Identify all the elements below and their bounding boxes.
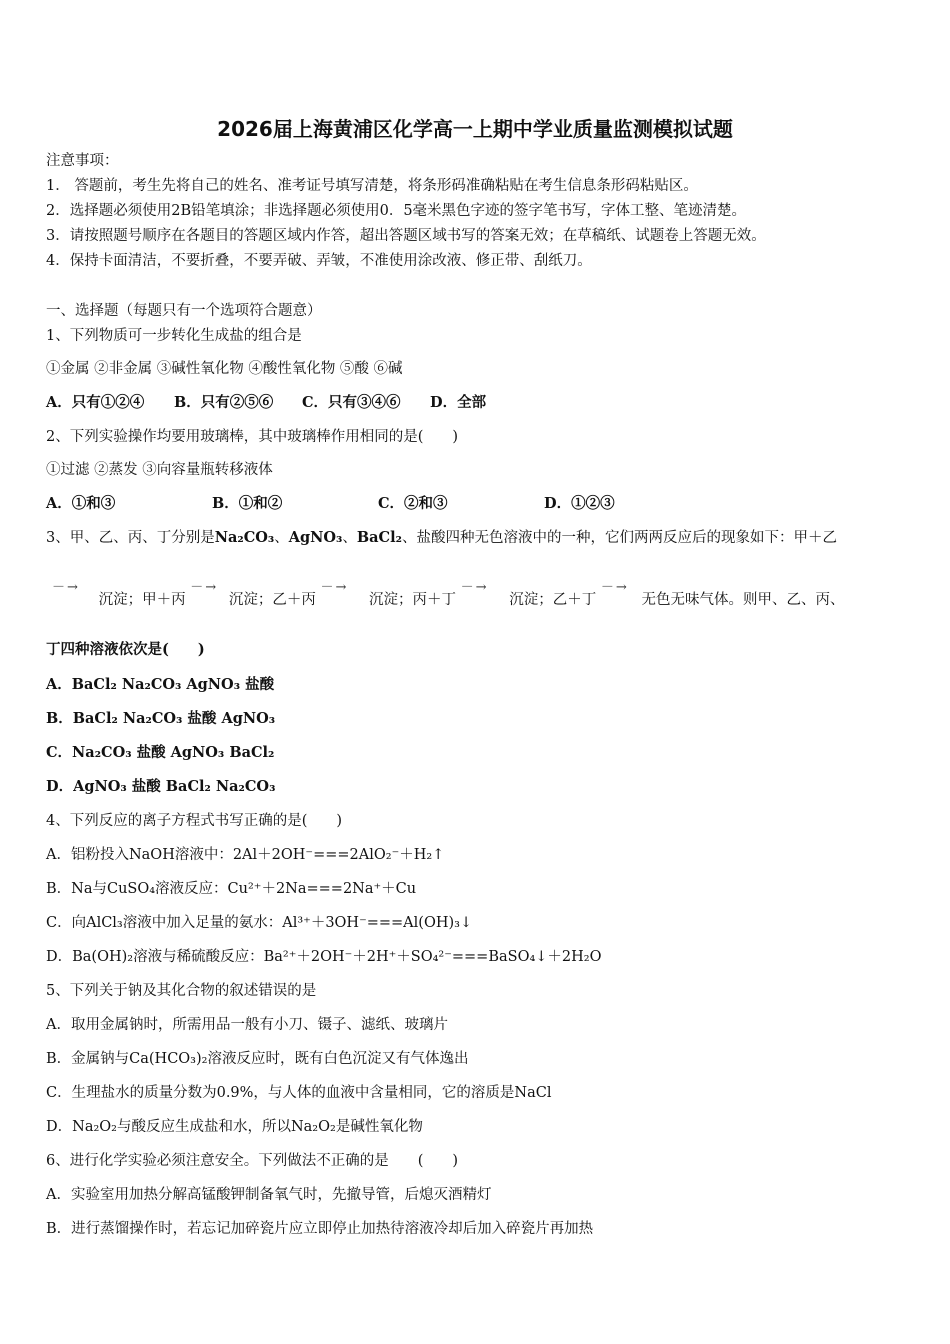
reaction-arrow-icon: －→	[52, 580, 80, 595]
notice-item-1: 1． 答题前，考生先将自己的姓名、准考证号填写清楚，将条形码准确粘贴在考生信息条形码粘贴区。	[46, 178, 698, 194]
q3-option-a[interactable]: A．BaCl₂ Na₂CO₃ AgNO₃ 盐酸	[46, 676, 275, 693]
q2-option-c[interactable]: C．②和③	[378, 495, 448, 512]
q3-formula-na2co3: Na₂CO₃	[214, 529, 275, 546]
q5-option-a[interactable]: A．取用金属钠时，所需用品一般有小刀、镊子、滤纸、玻璃片	[46, 1017, 448, 1033]
notice-heading: 注意事项：	[46, 153, 119, 169]
q1-option-c[interactable]: C．只有③④⑥	[302, 394, 401, 411]
q3-option-b[interactable]: B．BaCl₂ Na₂CO₃ 盐酸 AgNO₃	[46, 710, 276, 727]
q3-seg-3: 沉淀；丙＋丁	[369, 592, 457, 608]
reaction-arrow-icon: －→	[190, 580, 219, 595]
section-heading: 一、选择题（每题只有一个选项符合题意）	[46, 303, 322, 319]
q5-option-b[interactable]: B．金属钠与Ca(HCO₃)₂溶液反应时，既有白色沉淀又有气体逸出	[46, 1051, 469, 1067]
q3-seg-5: 无色无味气体。则甲、乙、丙、	[641, 592, 845, 608]
q1-option-b[interactable]: B．只有②⑤⑥	[174, 394, 274, 411]
q3-reactions	[52, 580, 845, 610]
notice-item-4: 4．保持卡面清洁，不要折叠，不要弄破、弄皱，不准使用涂改液、修正带、刮纸刀。	[46, 253, 592, 269]
q3-seg-1: 沉淀；甲＋丙	[98, 592, 186, 608]
q3-formula-agno3: AgNO₃	[288, 529, 343, 546]
q3-stem-b: 、盐酸四种无色溶液中的一种，它们两两反应后的现象如下：甲＋乙	[401, 530, 837, 546]
reaction-arrow-icon: －→	[320, 580, 349, 595]
q2-option-a[interactable]: A．①和③	[46, 495, 116, 512]
page-title: 2026届上海黄浦区化学高一上期中学业质量监测模拟试题	[217, 117, 733, 141]
q2-options	[46, 494, 615, 514]
notice-item-3: 3．请按照题号顺序在各题目的答题区域内作答，超出答题区域书写的答案无效；在草稿纸、试题卷上答题无效。	[46, 228, 766, 244]
q5-option-c[interactable]: C．生理盐水的质量分数为0.9%，与人体的血液中含量相同，它的溶质是NaCl	[46, 1085, 552, 1101]
q1-options	[46, 393, 486, 413]
q3-stem: 3、甲、乙、丙、丁分别是Na₂CO₃、AgNO₃、BaCl₂、盐酸四种无色溶液中的一种，它们两两反应后的现象如下：甲＋乙	[46, 529, 837, 546]
q1-items: ①金属 ②非金属 ③碱性氧化物 ④酸性氧化物 ⑤酸 ⑥碱	[46, 361, 403, 377]
q3-seg-2: 沉淀；乙＋丙	[228, 592, 316, 608]
q4-option-d[interactable]: D．Ba(OH)₂溶液与稀硫酸反应：Ba²⁺＋2OH⁻＋2H⁺＋SO₄²⁻===BaSO₄↓＋2H₂O	[46, 949, 602, 965]
q6-option-a[interactable]: A．实验室用加热分解高锰酸钾制备氧气时，先撤导管，后熄灭酒精灯	[46, 1187, 492, 1203]
q3-stem-end: 丁四种溶液依次是( )	[46, 641, 205, 658]
q6-option-b[interactable]: B．进行蒸馏操作时，若忘记加碎瓷片应立即停止加热待溶液冷却后加入碎瓷片再加热	[46, 1221, 594, 1237]
q5-option-d[interactable]: D．Na₂O₂与酸反应生成盐和水，所以Na₂O₂是碱性氧化物	[46, 1119, 423, 1135]
q3-seg-4: 沉淀；乙＋丁	[509, 592, 597, 608]
notice-item-2: 2．选择题必须使用2B铅笔填涂；非选择题必须使用0．5毫米黑色字迹的签字笔书写，字体工整、笔迹清楚。	[46, 203, 747, 219]
q2-stem: 2、下列实验操作均要用玻璃棒，其中玻璃棒作用相同的是( )	[46, 429, 459, 445]
q3-option-c[interactable]: C．Na₂CO₃ 盐酸 AgNO₃ BaCl₂	[46, 744, 275, 761]
q3-stem-a: 3、甲、乙、丙、丁分别是	[46, 530, 215, 546]
q1-stem: 1、下列物质可一步转化生成盐的组合是	[46, 328, 302, 344]
q1-option-d[interactable]: D．全部	[430, 394, 487, 411]
q4-option-b[interactable]: B．Na与CuSO₄溶液反应：Cu²⁺＋2Na===2Na⁺＋Cu	[46, 881, 417, 897]
reaction-arrow-icon: －→	[460, 580, 489, 595]
q2-option-d[interactable]: D．①②③	[544, 495, 615, 512]
q4-option-c[interactable]: C．向AlCl₃溶液中加入足量的氨水：Al³⁺＋3OH⁻===Al(OH)₃↓	[46, 915, 473, 931]
q3-option-d[interactable]: D．AgNO₃ 盐酸 BaCl₂ Na₂CO₃	[46, 778, 276, 795]
q2-option-b[interactable]: B．①和②	[212, 495, 283, 512]
q6-stem: 6、进行化学实验必须注意安全。下列做法不正确的是 ( )	[46, 1153, 459, 1169]
q4-option-a[interactable]: A．铝粉投入NaOH溶液中：2Al＋2OH⁻===2AlO₂⁻＋H₂↑	[46, 847, 445, 863]
q4-stem: 4、下列反应的离子方程式书写正确的是( )	[46, 813, 343, 829]
q5-stem: 5、下列关于钠及其化合物的叙述错误的是	[46, 983, 317, 999]
q3-formula-bacl2: BaCl₂	[356, 529, 402, 546]
reaction-arrow-icon: －→	[600, 580, 629, 595]
q1-option-a[interactable]: A．只有①②④	[46, 394, 145, 411]
q2-items: ①过滤 ②蒸发 ③向容量瓶转移液体	[46, 462, 273, 478]
